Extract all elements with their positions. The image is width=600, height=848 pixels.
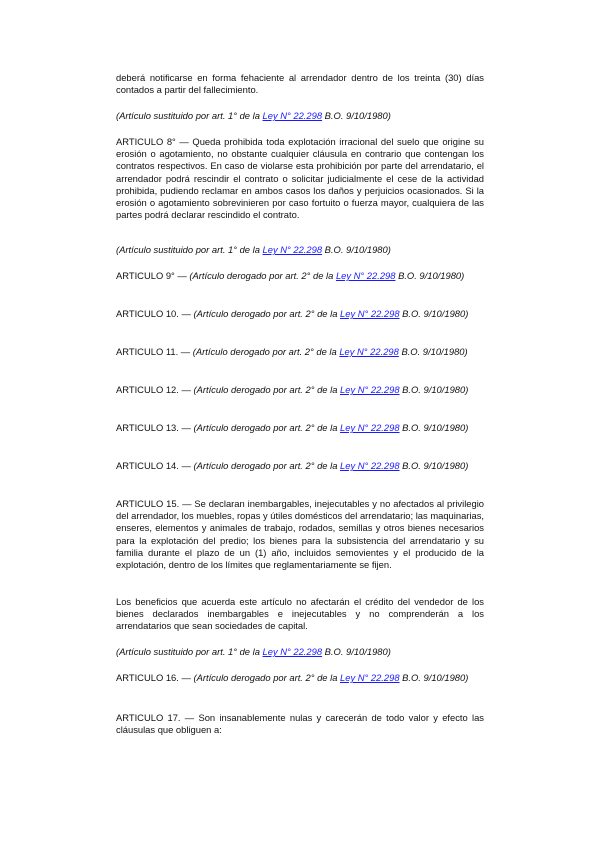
paragraph-beneficios: Los beneficios que acuerda este artículo no afectarán el crédito del vendedor de los bienes declarados inembargables e inejecutables y no comprenderán a los arrendatarios que sean sociedades de capital. [116,596,484,632]
ley-22298-link[interactable]: Ley N° 22.298 [340,384,400,395]
derogation-date: B.O. 9/10/1980) [399,422,469,433]
article-16 [116,672,484,684]
article-13 [116,422,484,434]
derogation-date: B.O. 9/10/1980) [395,270,465,281]
article-15: ARTICULO 15. — Se declaran inembargables, inejecutables y no afectados al privilegio del arrendador, los muebles, ropas y útiles domésticos del arrendatario; las maquinarias, enseres, elementos y animales de trabajo, rodados, semillas y otros bienes necesarios para la explotación del predio; los bienes para la subsistencia del arrendatario y su familia durante el plazo de un (1) año, incluidos semovientes y el producido de la explotación, dentro de los límites que reglamentariamente se fijen. [116,498,484,571]
note-date: B.O. 9/10/1980) [322,110,391,121]
ley-22298-link[interactable]: Ley N° 22.298 [340,422,400,433]
derogation-date: B.O. 9/10/1980) [399,308,469,319]
derogation-note: (Artículo derogado por art. 2° de la [193,422,341,433]
note-art7-sustituido [116,110,484,122]
article-heading: ARTICULO 12. — [116,384,194,395]
ley-22298-link[interactable]: Ley N° 22.298 [262,244,323,255]
note-date: B.O. 9/10/1980) [322,646,391,657]
paragraph-fallecimiento: deberá notificarse en forma fehaciente al arrendador dentro de los treinta (30) días contados a partir del fallecimiento. [116,72,484,96]
derogation-note: (Artículo derogado por art. 2° de la [193,384,341,395]
article-17: ARTICULO 17. — Son insanablemente nulas y carecerán de todo valor y efecto las cláusulas que obliguen a: [116,712,484,736]
article-8: ARTICULO 8° — Queda prohibida toda explotación irracional del suelo que origine su erosión o agotamiento, no obstante cualquier cláusula en contrario que contengan los contratos respectivos. En caso de violarse esta prohibición por parte del arrendatario, el arrendador podrá rescindir el contrato o solicitar judicialmente el cese de la actividad prohibida, pudiendo reclamar en ambos casos los daños y perjuicios ocasionados. Si la erosión o agotamiento sobrevinieren por caso fortuito o fuerza mayor, cualquiera de las partes podrá declarar rescindido el contrato. [116,136,484,221]
derogation-note: (Artículo derogado por art. 2° de la [193,672,341,683]
note-date: B.O. 9/10/1980) [322,244,391,255]
ley-22298-link[interactable]: Ley N° 22.298 [339,346,399,357]
ley-22298-link[interactable]: Ley N° 22.298 [340,672,400,683]
note-art8-sustituido [116,244,484,256]
article-heading: ARTICULO 11. — [116,346,193,357]
derogation-note: (Artículo derogado por art. 2° de la [193,460,341,471]
ley-22298-link[interactable]: Ley N° 22.298 [262,110,323,121]
derogation-date: B.O. 9/10/1980) [398,346,468,357]
derogation-note: (Artículo derogado por art. 2° de la [192,346,340,357]
derogation-note: (Artículo derogado por art. 2° de la [189,270,336,281]
article-heading: ARTICULO 13. — [116,422,194,433]
article-heading: ARTICULO 10. — [116,308,194,319]
article-12 [116,384,484,396]
derogation-date: B.O. 9/10/1980) [399,384,469,395]
ley-22298-link[interactable]: Ley N° 22.298 [340,460,400,471]
note-text: (Artículo sustituido por art. 1° de la [116,646,263,657]
article-10 [116,308,484,320]
note-text: (Artículo sustituido por art. 1° de la [116,244,263,255]
article-heading: ARTICULO 16. — [116,672,194,683]
ley-22298-link[interactable]: Ley N° 22.298 [340,308,400,319]
note-text: (Artículo sustituido por art. 1° de la [116,110,263,121]
article-14 [116,460,484,472]
article-heading: ARTICULO 14. — [116,460,194,471]
article-9 [116,270,484,282]
article-heading: ARTICULO 9° — [116,270,190,281]
ley-22298-link[interactable]: Ley N° 22.298 [335,270,396,281]
derogation-note: (Artículo derogado por art. 2° de la [193,308,341,319]
derogation-date: B.O. 9/10/1980) [399,672,469,683]
derogation-date: B.O. 9/10/1980) [399,460,469,471]
article-11 [116,346,484,358]
note-art15-sustituido [116,646,484,658]
ley-22298-link[interactable]: Ley N° 22.298 [262,646,323,657]
